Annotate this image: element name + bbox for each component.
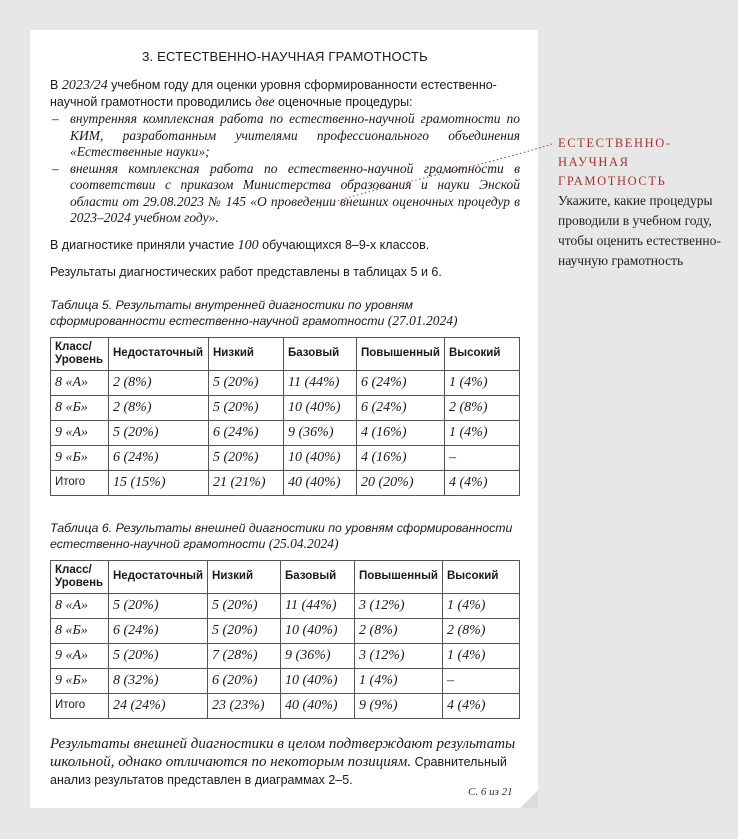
table-header-cell: Класс/ Уровень <box>51 560 109 593</box>
table-cell: 8 «А» <box>51 593 109 618</box>
table-cell: 2 (8%) <box>442 618 519 643</box>
table-cell: 40 (40%) <box>284 470 357 495</box>
table-cell: 5 (20%) <box>109 643 208 668</box>
table-cell: 9 (9%) <box>355 693 443 718</box>
table-cell: 2 (8%) <box>355 618 443 643</box>
table-cell: 2 (8%) <box>445 395 520 420</box>
table-cell: 10 (40%) <box>281 618 355 643</box>
table-cell: 4 (16%) <box>357 420 445 445</box>
table-cell: 7 (28%) <box>208 643 281 668</box>
table-cell: 10 (40%) <box>284 445 357 470</box>
table-cell: 6 (24%) <box>357 395 445 420</box>
participants-text-start: В диагностике приняли участие <box>50 237 238 252</box>
table-cell: 6 (24%) <box>209 420 284 445</box>
table-header-cell: Низкий <box>208 560 281 593</box>
table-cell: 5 (20%) <box>208 593 281 618</box>
table-cell: 9 (36%) <box>281 643 355 668</box>
table-header-cell: Высокий <box>445 337 520 370</box>
table-cell: 9 «Б» <box>51 668 109 693</box>
table-cell: 2 (8%) <box>109 395 209 420</box>
intro-text-start: В <box>50 78 62 92</box>
table-cell: 1 (4%) <box>445 370 520 395</box>
intro-count: две <box>255 95 275 110</box>
table-cell: 9 (36%) <box>284 420 357 445</box>
intro-paragraph <box>50 77 520 111</box>
table-cell: 23 (23%) <box>208 693 281 718</box>
table-header-cell: Базовый <box>284 337 357 370</box>
table-row <box>51 370 520 395</box>
table-cell: 11 (44%) <box>284 370 357 395</box>
section-title: 3. ЕСТЕСТВЕННО-НАУЧНАЯ ГРАМОТНОСТЬ <box>142 49 428 64</box>
table-cell: 3 (12%) <box>355 643 443 668</box>
table-cell: 1 (4%) <box>442 593 519 618</box>
table-cell: 5 (20%) <box>208 618 281 643</box>
participants-count: 100 <box>237 237 259 253</box>
table-row <box>51 618 520 643</box>
table-total-row <box>51 470 520 495</box>
table-cell: 5 (20%) <box>109 420 209 445</box>
table5-caption <box>50 297 520 329</box>
procedure-item: – внешняя комплексная работа по естественно-научной грамотности в соответствии с приказом Министерства образования и науки Энской области от 29.08.2023 № 145 «О проведении внешних оценочных процедур в 2023–2024 учебном году». <box>50 161 520 227</box>
table-cell: 10 (40%) <box>284 395 357 420</box>
table5-date: (27.01.2024) <box>387 312 458 328</box>
table-total-row <box>51 693 520 718</box>
table-header-cell: Повышенный <box>357 337 445 370</box>
table6 <box>50 560 520 719</box>
document-page <box>30 30 538 808</box>
table-header-cell: Недостаточный <box>109 337 209 370</box>
table-cell: – <box>445 445 520 470</box>
conclusion-plain: Сравнительный анализ результатов представлен в диаграммах 2–5. <box>50 754 507 787</box>
intro-text-mid: учебном году для оценки уровня сформированности естественно-научной грамотности проводились <box>50 78 497 109</box>
table6-caption-text: Таблица 6. Результаты внешней диагностики по уровням сформированности естественно-научной грамотности <box>50 520 513 551</box>
table-cell: 4 (4%) <box>445 470 520 495</box>
table-cell: 2 (8%) <box>109 370 209 395</box>
margin-note <box>558 134 728 271</box>
table-row <box>51 643 520 668</box>
table-row <box>51 395 520 420</box>
table-row <box>51 668 520 693</box>
table-cell: 24 (24%) <box>109 693 208 718</box>
table-cell: 4 (16%) <box>357 445 445 470</box>
table-row <box>51 445 520 470</box>
procedure-item: – внутренняя комплексная работа по естественно-научной грамотности по КИМ, разработанным учителями профессионального объединения «Естественные науки»; <box>50 111 520 161</box>
conclusion-italic: Результаты внешней диагностики в целом подтверждают результаты школьной, однако отличаются по некоторым позициям. <box>50 735 516 770</box>
table-cell: 6 (24%) <box>357 370 445 395</box>
table-cell: 1 (4%) <box>445 420 520 445</box>
table-cell: 5 (20%) <box>209 370 284 395</box>
margin-note-title: ЕСТЕСТВЕННО-НАУЧНАЯ ГРАМОТНОСТЬ <box>558 136 672 188</box>
table5-caption-text: Таблица 5. Результаты внутренней диагностики по уровням сформированности естественно-научной грамотности <box>50 297 413 328</box>
table-cell: 8 «А» <box>51 370 109 395</box>
results-intro: Результаты диагностических работ представлены в таблицах 5 и 6. <box>50 264 442 279</box>
table-cell: 4 (4%) <box>442 693 519 718</box>
table-cell: Итого <box>51 470 109 495</box>
table-cell: 40 (40%) <box>281 693 355 718</box>
intro-year: 2023/24 <box>61 78 108 93</box>
table-header-row <box>51 560 520 593</box>
table-header-cell: Низкий <box>209 337 284 370</box>
participants-text-end: обучающихся 8–9-х классов. <box>258 237 430 252</box>
procedures-list <box>50 111 520 227</box>
table6-date: (25.04.2024) <box>268 535 339 551</box>
table-header-cell: Класс/ Уровень <box>51 337 109 370</box>
table-cell: 6 (24%) <box>109 445 209 470</box>
page-corner-fold <box>520 790 538 808</box>
table-cell: 11 (44%) <box>281 593 355 618</box>
margin-note-text: Укажите, какие процедуры проводили в учебном году, чтобы оценить естественно-научную грамотность <box>558 193 721 268</box>
table-cell: 5 (20%) <box>209 395 284 420</box>
table-cell: 15 (15%) <box>109 470 209 495</box>
table-header-cell: Недостаточный <box>109 560 208 593</box>
conclusion-paragraph <box>50 735 520 789</box>
page-content <box>50 48 520 789</box>
table-cell: 8 «Б» <box>51 395 109 420</box>
table-row <box>51 593 520 618</box>
table-cell: 5 (20%) <box>109 593 208 618</box>
table-cell: 9 «Б» <box>51 445 109 470</box>
table-cell: 5 (20%) <box>209 445 284 470</box>
intro-text-end: оценочные процедуры: <box>274 95 413 109</box>
page-number: С. 6 из 21 <box>468 786 513 798</box>
participants-paragraph <box>50 237 520 254</box>
table-header-row <box>51 337 520 370</box>
table6-caption <box>50 520 520 552</box>
table-cell: 20 (20%) <box>357 470 445 495</box>
table-header-cell: Высокий <box>442 560 519 593</box>
table-cell: Итого <box>51 693 109 718</box>
table-cell: 8 (32%) <box>109 668 208 693</box>
table-cell: 6 (24%) <box>109 618 208 643</box>
table-cell: 6 (20%) <box>208 668 281 693</box>
table5 <box>50 337 520 496</box>
table-cell: 10 (40%) <box>281 668 355 693</box>
table-row <box>51 420 520 445</box>
table-cell: 8 «Б» <box>51 618 109 643</box>
table-header-cell: Повышенный <box>355 560 443 593</box>
table-cell: – <box>442 668 519 693</box>
table-cell: 3 (12%) <box>355 593 443 618</box>
table-cell: 9 «А» <box>51 643 109 668</box>
table-cell: 1 (4%) <box>442 643 519 668</box>
table-header-cell: Базовый <box>281 560 355 593</box>
table-cell: 1 (4%) <box>355 668 443 693</box>
table-cell: 9 «А» <box>51 420 109 445</box>
table-cell: 21 (21%) <box>209 470 284 495</box>
